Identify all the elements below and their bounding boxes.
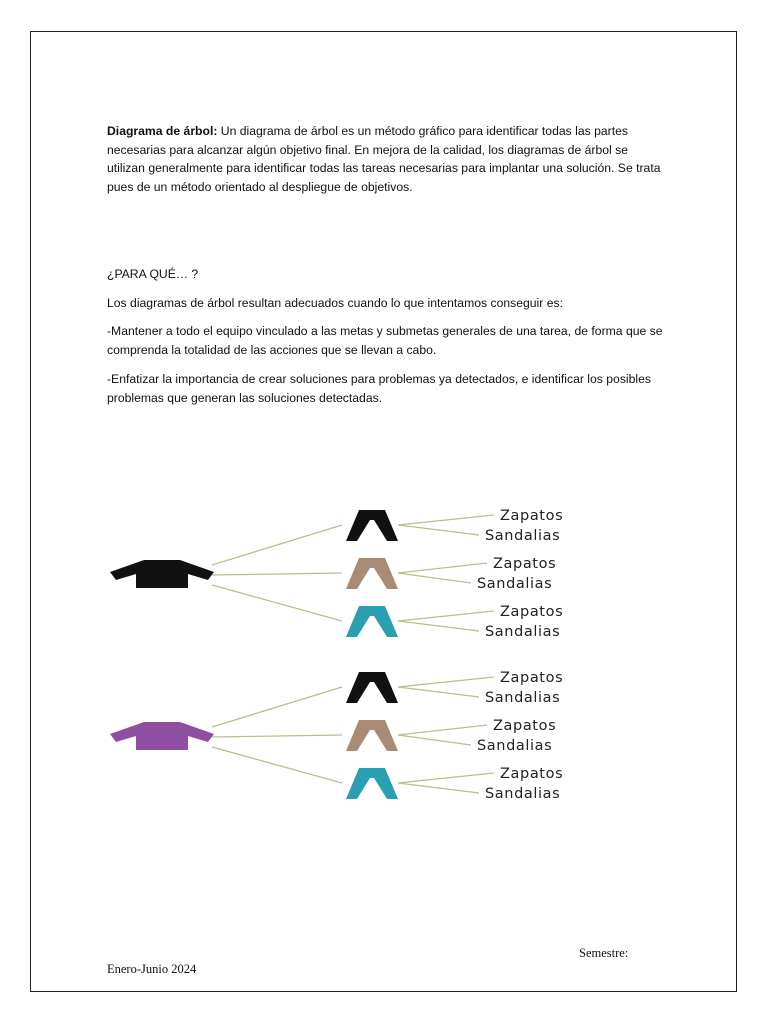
branch-line: [212, 687, 342, 727]
leaf-label: Sandalias: [485, 624, 561, 640]
tree: [110, 670, 563, 802]
pants-icon: [346, 672, 398, 703]
tree-diagram: [100, 495, 620, 815]
leaf-line: [398, 525, 479, 535]
leaf-line: [398, 735, 471, 745]
semester-label: Semestre:: [579, 946, 629, 960]
purpose-title: [107, 265, 667, 284]
shirt-icon: [110, 560, 214, 588]
definition-text: Un diagrama de árbol es un método gráfico para identificar todas las partes necesarias para alcanzar algún objetivo final. En mejora de la calidad, los diagramas de árbol se utilizan generalmente para identificar todas las tareas necesarias para implantar una solución. Se trata pues de un método orientado al despliegue de objetivos.: [107, 124, 661, 194]
branch-line: [212, 735, 342, 737]
leaf-line: [398, 677, 494, 687]
pants-icon: [346, 768, 398, 799]
pants-icon: [346, 606, 398, 637]
branch-line: [212, 585, 342, 621]
leaf-label: Sandalias: [477, 738, 553, 754]
definition-paragraph: [107, 122, 667, 196]
purpose-intro: [107, 294, 667, 313]
leaf-label: Zapatos: [500, 670, 564, 686]
leaf-line: [398, 687, 479, 697]
leaf-line: [398, 611, 494, 621]
branch-line: [212, 747, 342, 783]
leaf-line: [398, 515, 494, 525]
leaf-line: [398, 621, 479, 631]
leaf-line: [398, 783, 479, 793]
shirt-icon: [110, 722, 214, 750]
leaf-line: [398, 573, 471, 583]
leaf-label: Zapatos: [493, 556, 557, 572]
leaf-label: Zapatos: [500, 604, 564, 620]
leaf-label: Sandalias: [477, 576, 553, 592]
tree: [110, 508, 563, 640]
branch-line: [212, 525, 342, 565]
leaf-label: Sandalias: [485, 786, 561, 802]
leaf-label: Sandalias: [485, 528, 561, 544]
leaf-line: [398, 563, 487, 573]
leaf-label: Sandalias: [485, 690, 561, 706]
pants-icon: [346, 558, 398, 589]
pants-icon: [346, 510, 398, 541]
leaf-label: Zapatos: [493, 718, 557, 734]
branch-line: [212, 573, 342, 575]
period-label: Enero-Junio 2024: [107, 962, 197, 976]
purpose-item-text: -Mantener a todo el equipo vinculado a las metas y submetas generales de una tarea, de forma que se comprenda la totalidad de las acciones que se llevan a cabo.: [107, 324, 663, 357]
leaf-line: [398, 773, 494, 783]
definition-term: Diagrama de árbol:: [107, 124, 218, 138]
purpose-item: [107, 370, 667, 407]
purpose-intro-text: Los diagramas de árbol resultan adecuados cuando lo que intentamos conseguir es:: [107, 296, 563, 310]
purpose-item-text: -Enfatizar la importancia de crear soluciones para problemas ya detectados, e identificar los posibles problemas que generan las soluciones detectadas.: [107, 372, 651, 405]
leaf-label: Zapatos: [500, 508, 564, 524]
purpose-title-text: ¿PARA QUÉ… ?: [107, 267, 199, 281]
leaf-line: [398, 725, 487, 735]
leaf-label: Zapatos: [500, 766, 564, 782]
pants-icon: [346, 720, 398, 751]
purpose-item: [107, 322, 667, 359]
